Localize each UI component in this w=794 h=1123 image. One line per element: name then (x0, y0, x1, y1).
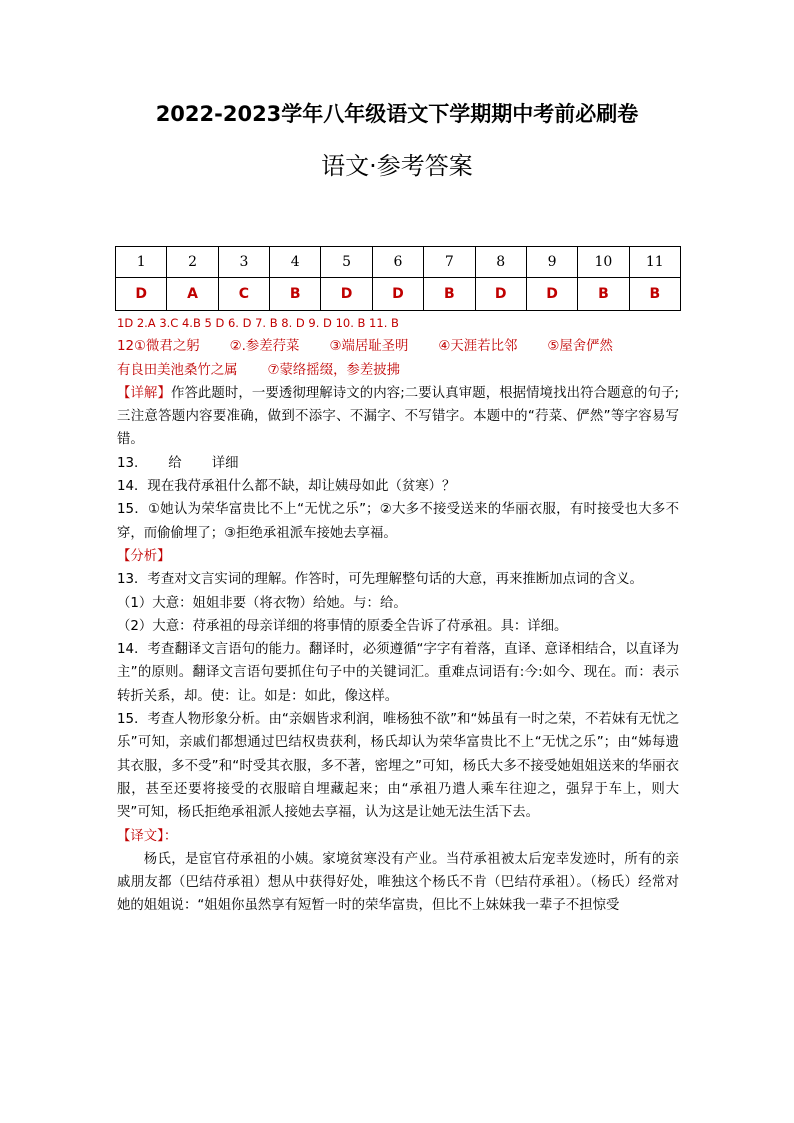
question-number: 3 (218, 247, 269, 278)
answer-letter: C (218, 278, 269, 311)
analysis-13: 13．考查对文言实词的理解。作答时，可先理解整句话的大意，再来推断加点词的含义。 (117, 572, 643, 588)
answer-table-answer-row (116, 278, 681, 311)
analysis-13-2: （2）大意：苻承祖的母亲详细的将事情的原委全告诉了苻承祖。具：详细。 (117, 618, 568, 634)
translation-label: 【译文】： (117, 828, 178, 844)
q12-item: ⑦蒙络摇缀，参差披拂 (267, 362, 401, 378)
q12-item: ③端居耻圣明 (329, 339, 409, 355)
answer-letter: D (321, 278, 372, 311)
q13-answer-a: 给 (168, 455, 182, 471)
detail-text: 作答此题时，一要透彻理解诗文的内容;二要认真审题，根据情境找出符合题意的句子;三注意答题内容要准确，做到不添字、不漏字、不写错字。本题中的“荇菜、俨然”等字容易写错。 (117, 385, 680, 448)
question-number: 2 (167, 247, 218, 278)
q13-answer (117, 452, 679, 475)
answer-letter: B (629, 278, 680, 311)
detail-label: 【详解】 (117, 385, 171, 401)
question-number: 9 (526, 247, 577, 278)
answer-letter: D (372, 278, 423, 311)
question-number: 1 (116, 247, 167, 278)
page-subtitle: 语文·参考答案 (321, 152, 473, 180)
translation-text: 杨氏，是宦官苻承祖的小姨。家境贫寒没有产业。当苻承祖被太后宠幸发迹时，所有的亲戚朋友都（巴结苻承祖）想从中获得好处，唯独这个杨氏不肯（巴结苻承祖）。（杨氏）经常对她的姐姐说：“姐姐你虽然享有短暂一时的荣华富贵，但比不上妹妹我一辈子不担惊受 (117, 851, 679, 914)
answer-letter: D (116, 278, 167, 311)
mc-answer-line: 1D 2.A 3.C 4.B 5 D 6. D 7. B 8. D 9. D 10. B 11. B (117, 316, 399, 330)
q13-number: 13. (117, 455, 139, 471)
q12-item: ④天涯若比邻 (438, 339, 518, 355)
q14-answer: 14．现在我苻承祖什么都不缺，却让姨母如此（贫寒）？ (117, 479, 456, 495)
answer-letter: D (526, 278, 577, 311)
answer-letter: B (270, 278, 321, 311)
answer-letter: D (475, 278, 526, 311)
answer-table (115, 246, 681, 311)
question-number: 5 (321, 247, 372, 278)
q15-answer: 15．①她认为荣华富贵比不上“无忧之乐”；②大多不接受送来的华丽衣服，有时接受也大多不穿，而偷偷埋了；③拒绝承祖派车接她去享福。 (117, 502, 679, 541)
answer-letter: A (167, 278, 218, 311)
q12-item: 有良田美池桑竹之属 (117, 362, 238, 378)
question-number: 10 (578, 247, 629, 278)
analysis-13-1: （1）大意：姐姐非要（将衣物）给她。与：给。 (117, 595, 407, 611)
answer-letter: B (424, 278, 475, 311)
q12-answer-line-2 (117, 359, 679, 382)
page-title: 2022-2023学年八年级语文下学期期中考前必刷卷 (155, 102, 639, 126)
q12-item: 12①微君之躬 (117, 339, 200, 355)
q12-item: ⑤屋舍俨然 (547, 339, 613, 355)
analysis-15: 15．考查人物形象分析。由“亲姻皆求利润，唯杨独不欲”和“姊虽有一时之荣，不若妹有无忧之乐”可知，亲戚们都想通过巴结权贵获利，杨氏却认为荣华富贵比不上“无忧之乐”；由“姊每遗其衣服，多不受”和“时受其衣服，多不著，密埋之”可知，杨氏大多不接受她姐姐送来的华丽衣服，甚至还要将接受的衣服暗自埋藏起来；由“承祖乃遣人乘车往迎之，强舁于车上，则大哭”可知，杨氏拒绝承祖派人接她去享福，认为这是让她无法生活下去。 (117, 712, 679, 821)
answer-letter: B (578, 278, 629, 311)
analysis-14: 14．考查翻译文言语句的能力。翻译时，必须遵循“字字有着落，直译、意译相结合，以直译为主”的原则。翻译文言语句要抓住句子中的关键词汇。重难点词语有:今:如今、现在。而：表示转折关系，却。使：让。如是：如此，像这样。 (117, 642, 679, 704)
question-number: 8 (475, 247, 526, 278)
q13-answer-b: 详细 (211, 455, 239, 471)
q12-answer-line (117, 335, 679, 358)
question-number: 6 (372, 247, 423, 278)
answer-table-number-row (116, 247, 681, 278)
analysis-label: 【分析】 (117, 548, 171, 564)
question-number: 7 (424, 247, 475, 278)
detail-paragraph (117, 382, 679, 452)
question-number: 4 (270, 247, 321, 278)
question-number: 11 (629, 247, 680, 278)
answer-content (117, 312, 679, 918)
q12-item: ②.参差荇菜 (229, 339, 300, 355)
